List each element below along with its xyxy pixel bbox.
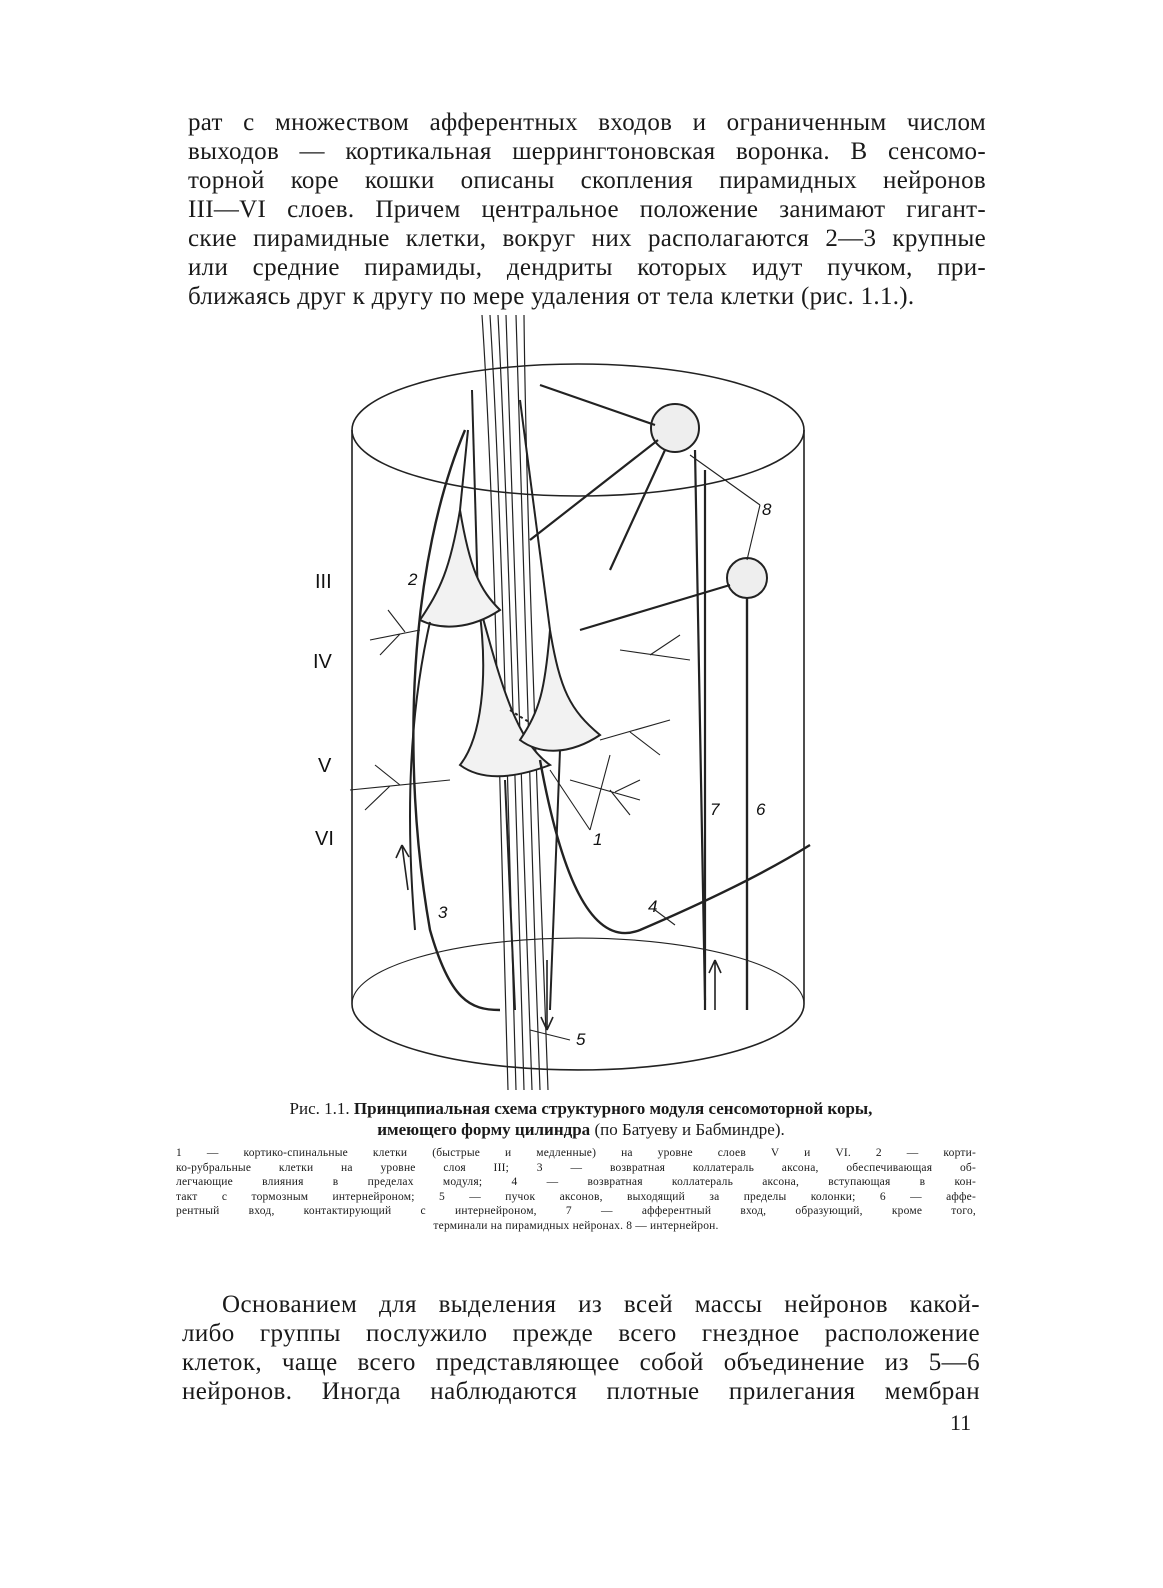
- text-line: III—VI слоев. Причем центральное положение занимают гигант-: [188, 196, 986, 223]
- legend-line: рентный вход, контактирующий с интернейроном, 7 — афферентный вход, образующий, кроме того,: [176, 1205, 976, 1217]
- layer-label-iv: IV: [313, 651, 332, 673]
- cylinder-diagram: [310, 310, 840, 1095]
- text-line: рат с множеством афферентных входов и ограниченным числом: [188, 109, 986, 136]
- caption-prefix: Рис. 1.1.: [289, 1099, 350, 1118]
- text-line: ские пирамидные клетки, вокруг них располагаются 2—3 крупные: [188, 225, 986, 252]
- text-line: ближаясь друг к другу по мере удаления от тела клетки (рис. 1.1.).: [188, 283, 915, 310]
- text-line: нейронов. Иногда наблюдаются плотные прилегания мембран: [182, 1378, 980, 1405]
- text-line: клеток, чаще всего представляющее собой объединение из 5—6: [182, 1349, 980, 1376]
- caption-source: (по Батуеву и Бабминдре).: [590, 1120, 785, 1139]
- figure-label-1: 1: [593, 830, 603, 849]
- legend-line: терминали на пирамидных нейронах. 8 — интернейрон.: [433, 1219, 719, 1232]
- figure-label-4: 4: [648, 897, 658, 916]
- figure-label-5: 5: [576, 1030, 586, 1049]
- text-line: или средние пирамиды, дендриты которых идут пучком, при-: [188, 254, 986, 281]
- page-number: 11: [950, 1410, 972, 1435]
- figure-label-2: 2: [408, 570, 418, 589]
- legend-line: 1 — кортико-спинальные клетки (быстрые и медленные) на уровне слоев V и VI. 2 — корти-: [176, 1147, 976, 1159]
- figure-label-8: 8: [762, 500, 772, 519]
- layer-label-v: V: [318, 755, 332, 777]
- arrow-up-3: [396, 845, 409, 890]
- layer-label-vi: VI: [315, 828, 334, 850]
- legend-line: ко-рубральные клетки на уровне слоя III; 3 — возвратная коллатераль аксона, обеспечивающая об-: [176, 1161, 976, 1174]
- text-line: Основанием для выделения из всей массы нейронов какой-: [222, 1291, 980, 1318]
- caption-bold-2: имеющего форму цилиндра: [377, 1120, 591, 1139]
- legend-line: легчающие влияния в пределах модуля; 4 — возвратная коллатераль аксона, вступающая в кон-: [176, 1176, 976, 1188]
- figure-label-7: 7: [710, 800, 720, 819]
- text-line: либо группы послужило прежде всего гнездное расположение: [182, 1320, 980, 1347]
- arrow-up-7: [709, 960, 721, 1010]
- interneuron-mid: [727, 558, 767, 598]
- legend-line: такт с тормозным интернейроном; 5 — пучок аксонов, выходящий за пределы колонки; 6 — аффе-: [176, 1190, 976, 1203]
- layer-label-iii: III: [315, 571, 332, 593]
- text-line: торной коре кошки описаны скопления пирамидных нейронов: [188, 167, 986, 194]
- body-text-top: [188, 108, 986, 311]
- figure-legend: [176, 1146, 976, 1233]
- text-line: выходов — кортикальная шеррингтоновская воронка. В сенсомо-: [188, 138, 986, 165]
- figure-label-3: 3: [438, 903, 448, 922]
- dendritic-arbors: [350, 610, 690, 815]
- body-text-bottom: [182, 1290, 980, 1406]
- cortical-module-figure: [310, 310, 840, 1095]
- caption-title: [176, 1098, 986, 1140]
- cylinder-top-ellipse: [352, 364, 804, 496]
- pyramidal-cell-right: [520, 400, 603, 1010]
- caption-bold-1: Принципиальная схема структурного модуля сенсомоторной коры,: [353, 1099, 873, 1118]
- interneuron-top: [651, 404, 699, 452]
- figure-caption: [176, 1098, 986, 1140]
- cylinder-bottom-back: [352, 938, 804, 1004]
- recurrent-collateral-4: [540, 760, 810, 933]
- figure-label-6: 6: [756, 800, 766, 819]
